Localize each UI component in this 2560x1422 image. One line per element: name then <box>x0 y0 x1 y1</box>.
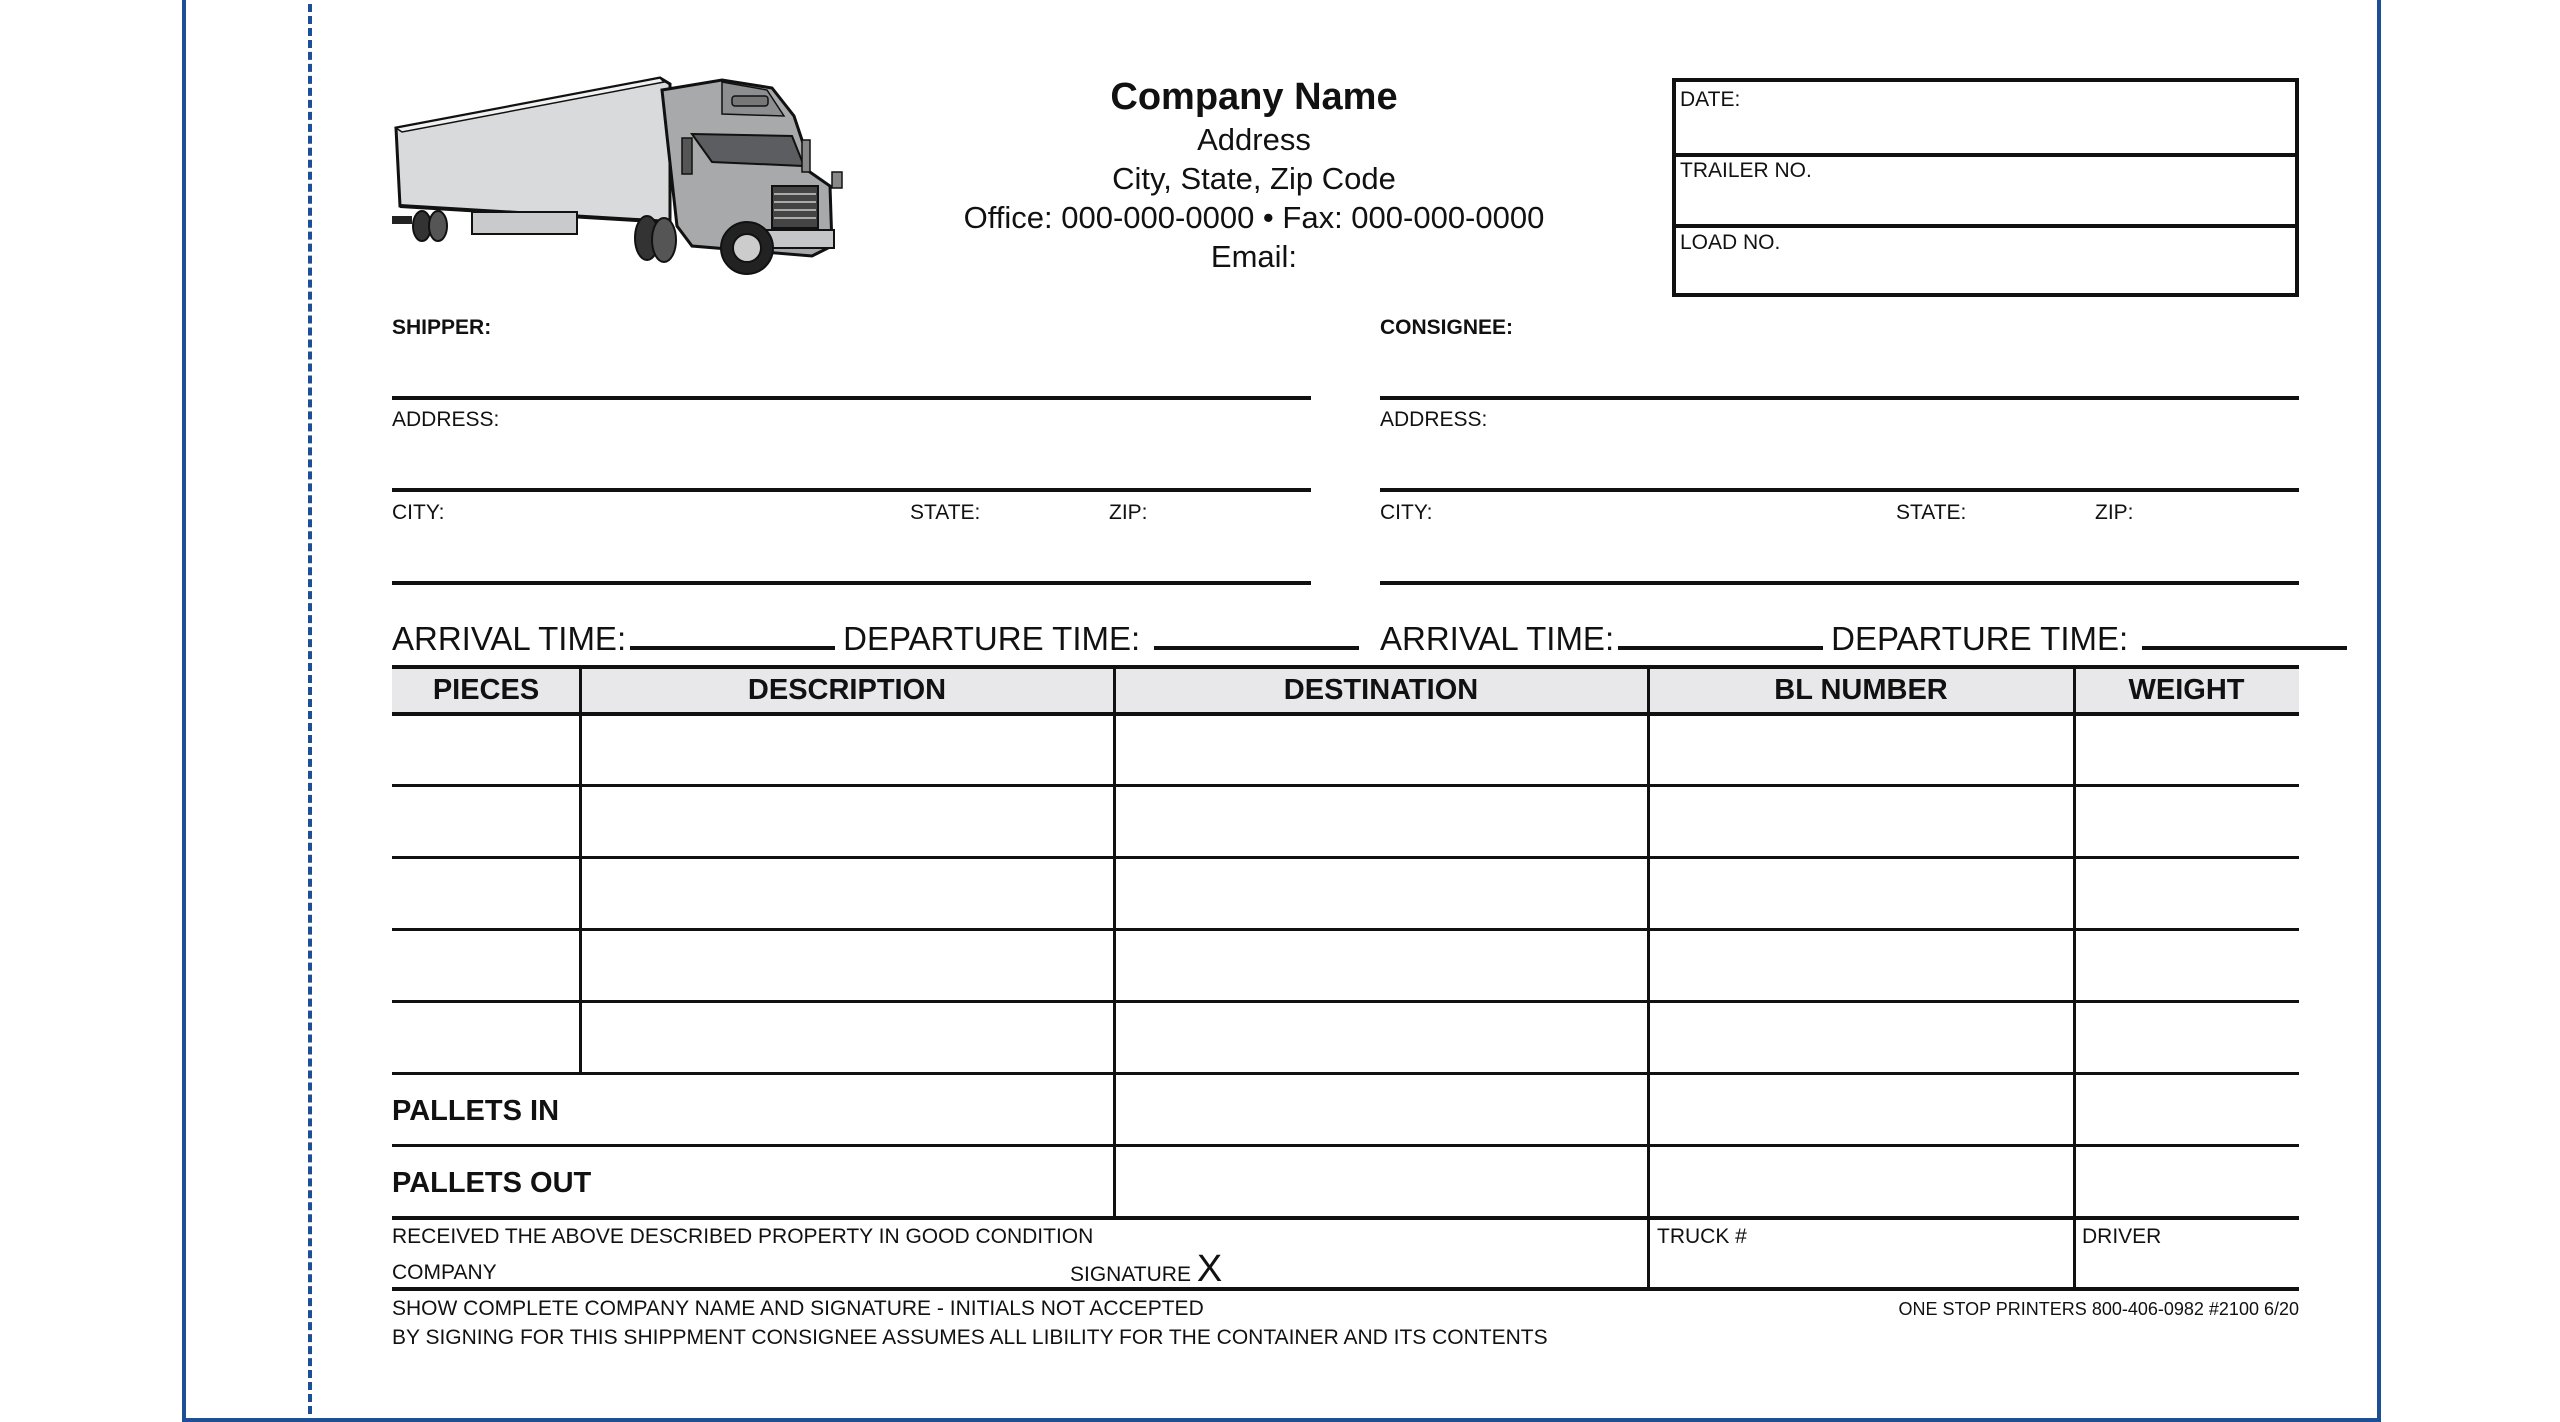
pallets-out-row[interactable] <box>392 1216 2299 1220</box>
consignee-address-line[interactable] <box>1380 488 2299 492</box>
consignee-city-label: CITY: <box>1380 501 1433 524</box>
consignee-name-line[interactable] <box>1380 396 2299 400</box>
consignee-state-label: STATE: <box>1896 501 1967 524</box>
company-name: Company Name <box>1110 76 1398 118</box>
date-field[interactable] <box>1676 82 2295 157</box>
shipper-arrival-label: ARRIVAL TIME: <box>392 620 627 657</box>
consignee-arrival-field[interactable] <box>1618 646 1823 650</box>
table-top-rule <box>392 665 2299 669</box>
company-phone-fax: Office: 000-000-0000 • Fax: 000-000-0000 <box>963 200 1545 235</box>
shipper-address-line[interactable] <box>392 488 1311 492</box>
date-label: DATE: <box>1680 88 1741 111</box>
shipper-departure-field[interactable] <box>1154 646 1359 650</box>
driver-label: DRIVER <box>2082 1225 2162 1248</box>
company-email: Email: <box>1210 239 1298 274</box>
column-destination: DESTINATION <box>1283 674 1479 706</box>
trailer-no-label: TRAILER NO. <box>1680 159 1812 182</box>
received-statement: RECEIVED THE ABOVE DESCRIBED PROPERTY IN GOOD CONDITION <box>392 1225 1094 1248</box>
table-row[interactable] <box>392 784 2299 787</box>
pallets-out-label: PALLETS OUT <box>392 1167 592 1199</box>
signature-field[interactable] <box>1070 1250 1222 1288</box>
initials-notice: SHOW COMPLETE COMPANY NAME AND SIGNATURE - INITIALS NOT ACCEPTED <box>392 1297 1204 1320</box>
consignee-departure-field[interactable] <box>2142 646 2347 650</box>
shipper-departure-label: DEPARTURE TIME: <box>843 620 1141 657</box>
column-description: DESCRIPTION <box>747 674 947 706</box>
shipper-zip-label: ZIP: <box>1109 501 1148 524</box>
consignee-address-label: ADDRESS: <box>1380 408 1488 431</box>
pallets-in-label: PALLETS IN <box>392 1095 560 1127</box>
col-divider-bl-number <box>2073 666 2076 1289</box>
column-bl-number: BL NUMBER <box>1774 674 1948 706</box>
table-row[interactable] <box>392 928 2299 931</box>
semi-truck-icon <box>392 76 862 284</box>
consignee-departure-label: DEPARTURE TIME: <box>1831 620 2129 657</box>
consignee-times-row <box>1380 622 2355 655</box>
shipper-arrival-field[interactable] <box>630 646 835 650</box>
shipper-label: SHIPPER: <box>392 316 492 339</box>
load-no-label: LOAD NO. <box>1680 231 1781 254</box>
consignee-arrival-label: ARRIVAL TIME: <box>1380 620 1615 657</box>
shipper-state-label: STATE: <box>910 501 981 524</box>
shipper-times-row <box>392 622 1367 655</box>
consignee-city-line[interactable] <box>1380 581 2299 585</box>
shipper-city-label: CITY: <box>392 501 445 524</box>
signature-x-mark: X <box>1196 1248 1223 1290</box>
table-row[interactable] <box>392 856 2299 859</box>
col-divider-destination <box>1647 666 1650 1289</box>
liability-notice: BY SIGNING FOR THIS SHIPPMENT CONSIGNEE ASSUMES ALL LIBILITY FOR THE CONTAINER AND ITS CONTENTS <box>392 1326 1548 1349</box>
shipper-address-label: ADDRESS: <box>392 408 500 431</box>
company-city-state-zip: City, State, Zip Code <box>1112 161 1396 196</box>
signature-label: SIGNATURE <box>1070 1263 1191 1286</box>
truck-number-label: TRUCK # <box>1657 1225 1747 1248</box>
col-divider-pieces <box>579 666 582 1075</box>
shipper-name-line[interactable] <box>392 396 1311 400</box>
perforation-line <box>308 4 312 1414</box>
pallets-in-row[interactable] <box>392 1144 2299 1147</box>
table-row[interactable] <box>392 1000 2299 1003</box>
trailer-no-field[interactable] <box>1676 153 2295 228</box>
consignee-label: CONSIGNEE: <box>1380 316 1514 339</box>
column-weight: WEIGHT <box>2128 674 2245 706</box>
table-header-rule <box>392 712 2299 716</box>
company-sign-label: COMPANY <box>392 1261 497 1284</box>
col-divider-description <box>1113 666 1116 1219</box>
company-address: Address <box>1197 122 1311 157</box>
load-no-field[interactable] <box>1676 225 2295 297</box>
table-row[interactable] <box>392 1072 2299 1075</box>
printer-credit: ONE STOP PRINTERS 800-406-0982 #2100 6/20 <box>1898 1299 2299 1319</box>
signature-row-bottom <box>392 1287 2299 1291</box>
consignee-zip-label: ZIP: <box>2095 501 2134 524</box>
date-trailer-load-box <box>1672 78 2299 297</box>
column-pieces: PIECES <box>432 674 540 706</box>
shipper-city-line[interactable] <box>392 581 1311 585</box>
